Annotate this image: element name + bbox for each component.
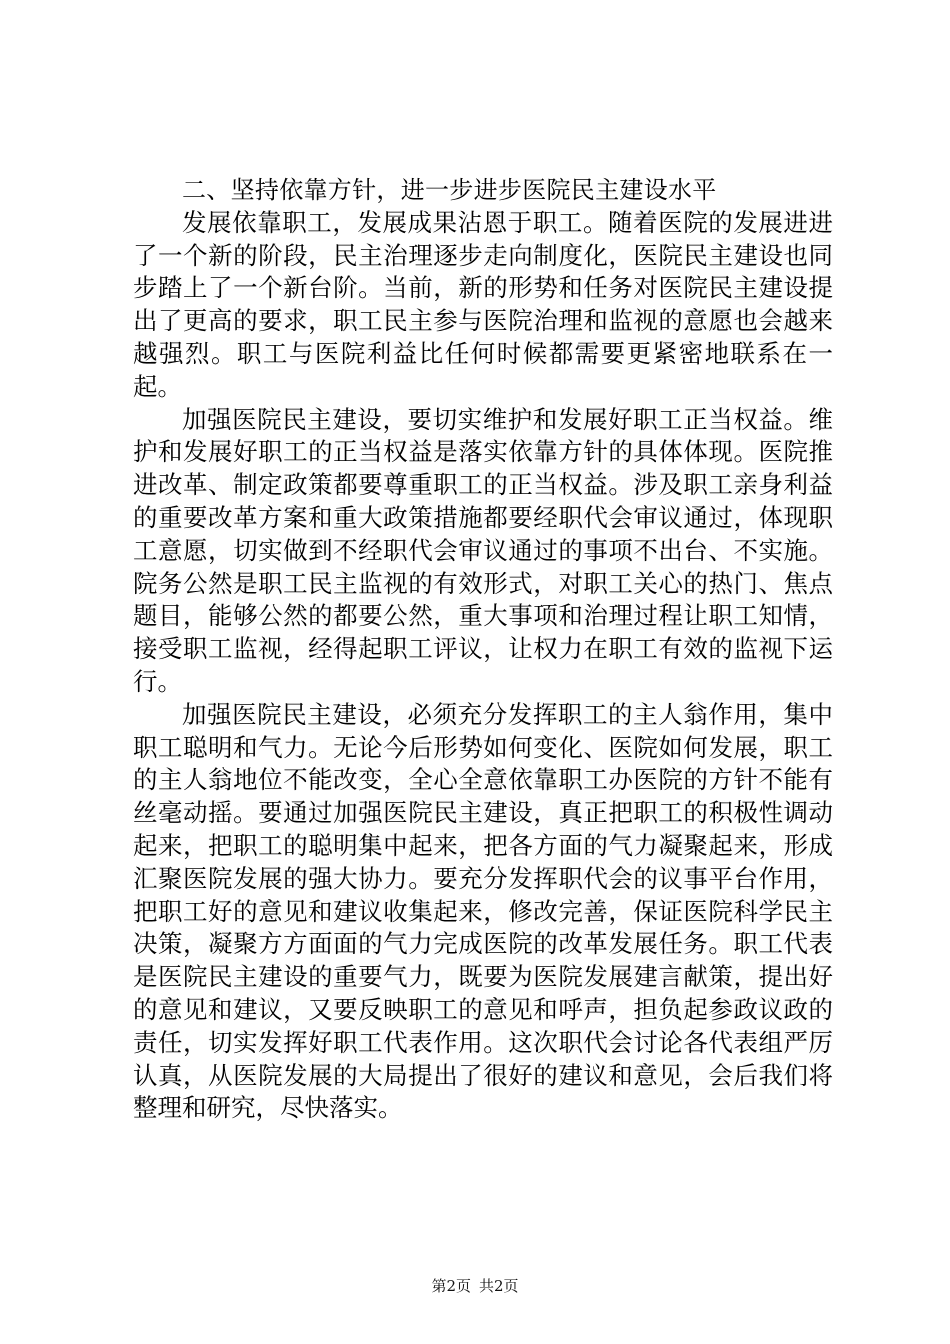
page-footer [0, 1277, 950, 1295]
paragraph-3: 加强医院民主建设，必须充分发挥职工的主人翁作用，集中职工聪明和气力。无论今后形势如何变化、医院如何发展，职工的主人翁地位不能改变，全心全意依靠职工办医院的方针不能有丝毫动摇。要通过加强医院民主建设，真正把职工的积极性调动起来，把职工的聪明集中起来，把各方面的气力凝聚起来，形成汇聚医院发展的强大协力。要充分发挥职代会的议事平台作用，把职工好的意见和建议收集起来，修改完善，保证医院科学民主决策，凝聚方方面面的气力完成医院的改革发展任务。职工代表是医院民主建设的重要气力，既要为医院发展建言献策，提出好的意见和建议，又要反映职工的意见和呼声，担负起参政议政的责任，切实发挥好职工代表作用。这次职代会讨论各代表组严厉认真，从医院发展的大局提出了很好的建议和意见，会后我们将整理和研究，尽快落实。 [133, 699, 833, 1123]
page-total: 共2页 [479, 1277, 519, 1295]
document-body [133, 174, 833, 1125]
section-heading: 二、坚持依靠方针，进一步进步医院民主建设水平 [182, 176, 717, 204]
page-number: 第2页 [431, 1277, 471, 1295]
paragraph-1: 发展依靠职工，发展成果沾恩于职工。随着医院的发展进进了一个新的阶段，民主治理逐步走向制度化，医院民主建设也同步踏上了一个新台阶。当前，新的形势和任务对医院民主建设提出了更高的要求，职工民主参与医院治理和监视的意愿也会越来越强烈。职工与医院利益比任何时候都需要更紧密地联系在一起。 [133, 207, 833, 401]
paragraph-2: 加强医院民主建设，要切实维护和发展好职工正当权益。维护和发展好职工的正当权益是落实依靠方针的具体体现。医院推进改革、制定政策都要尊重职工的正当权益。涉及职工亲身利益的重要改革方案和重大政策措施都要经职代会审议通过，体现职工意愿，切实做到不经职代会审议通过的事项不出台、不实施。院务公然是职工民主监视的有效形式，对职工关心的热门、焦点题目，能够公然的都要公然，重大事项和治理过程让职工知情，接受职工监视，经得起职工评议，让权力在职工有效的监视下运行。 [133, 404, 833, 696]
